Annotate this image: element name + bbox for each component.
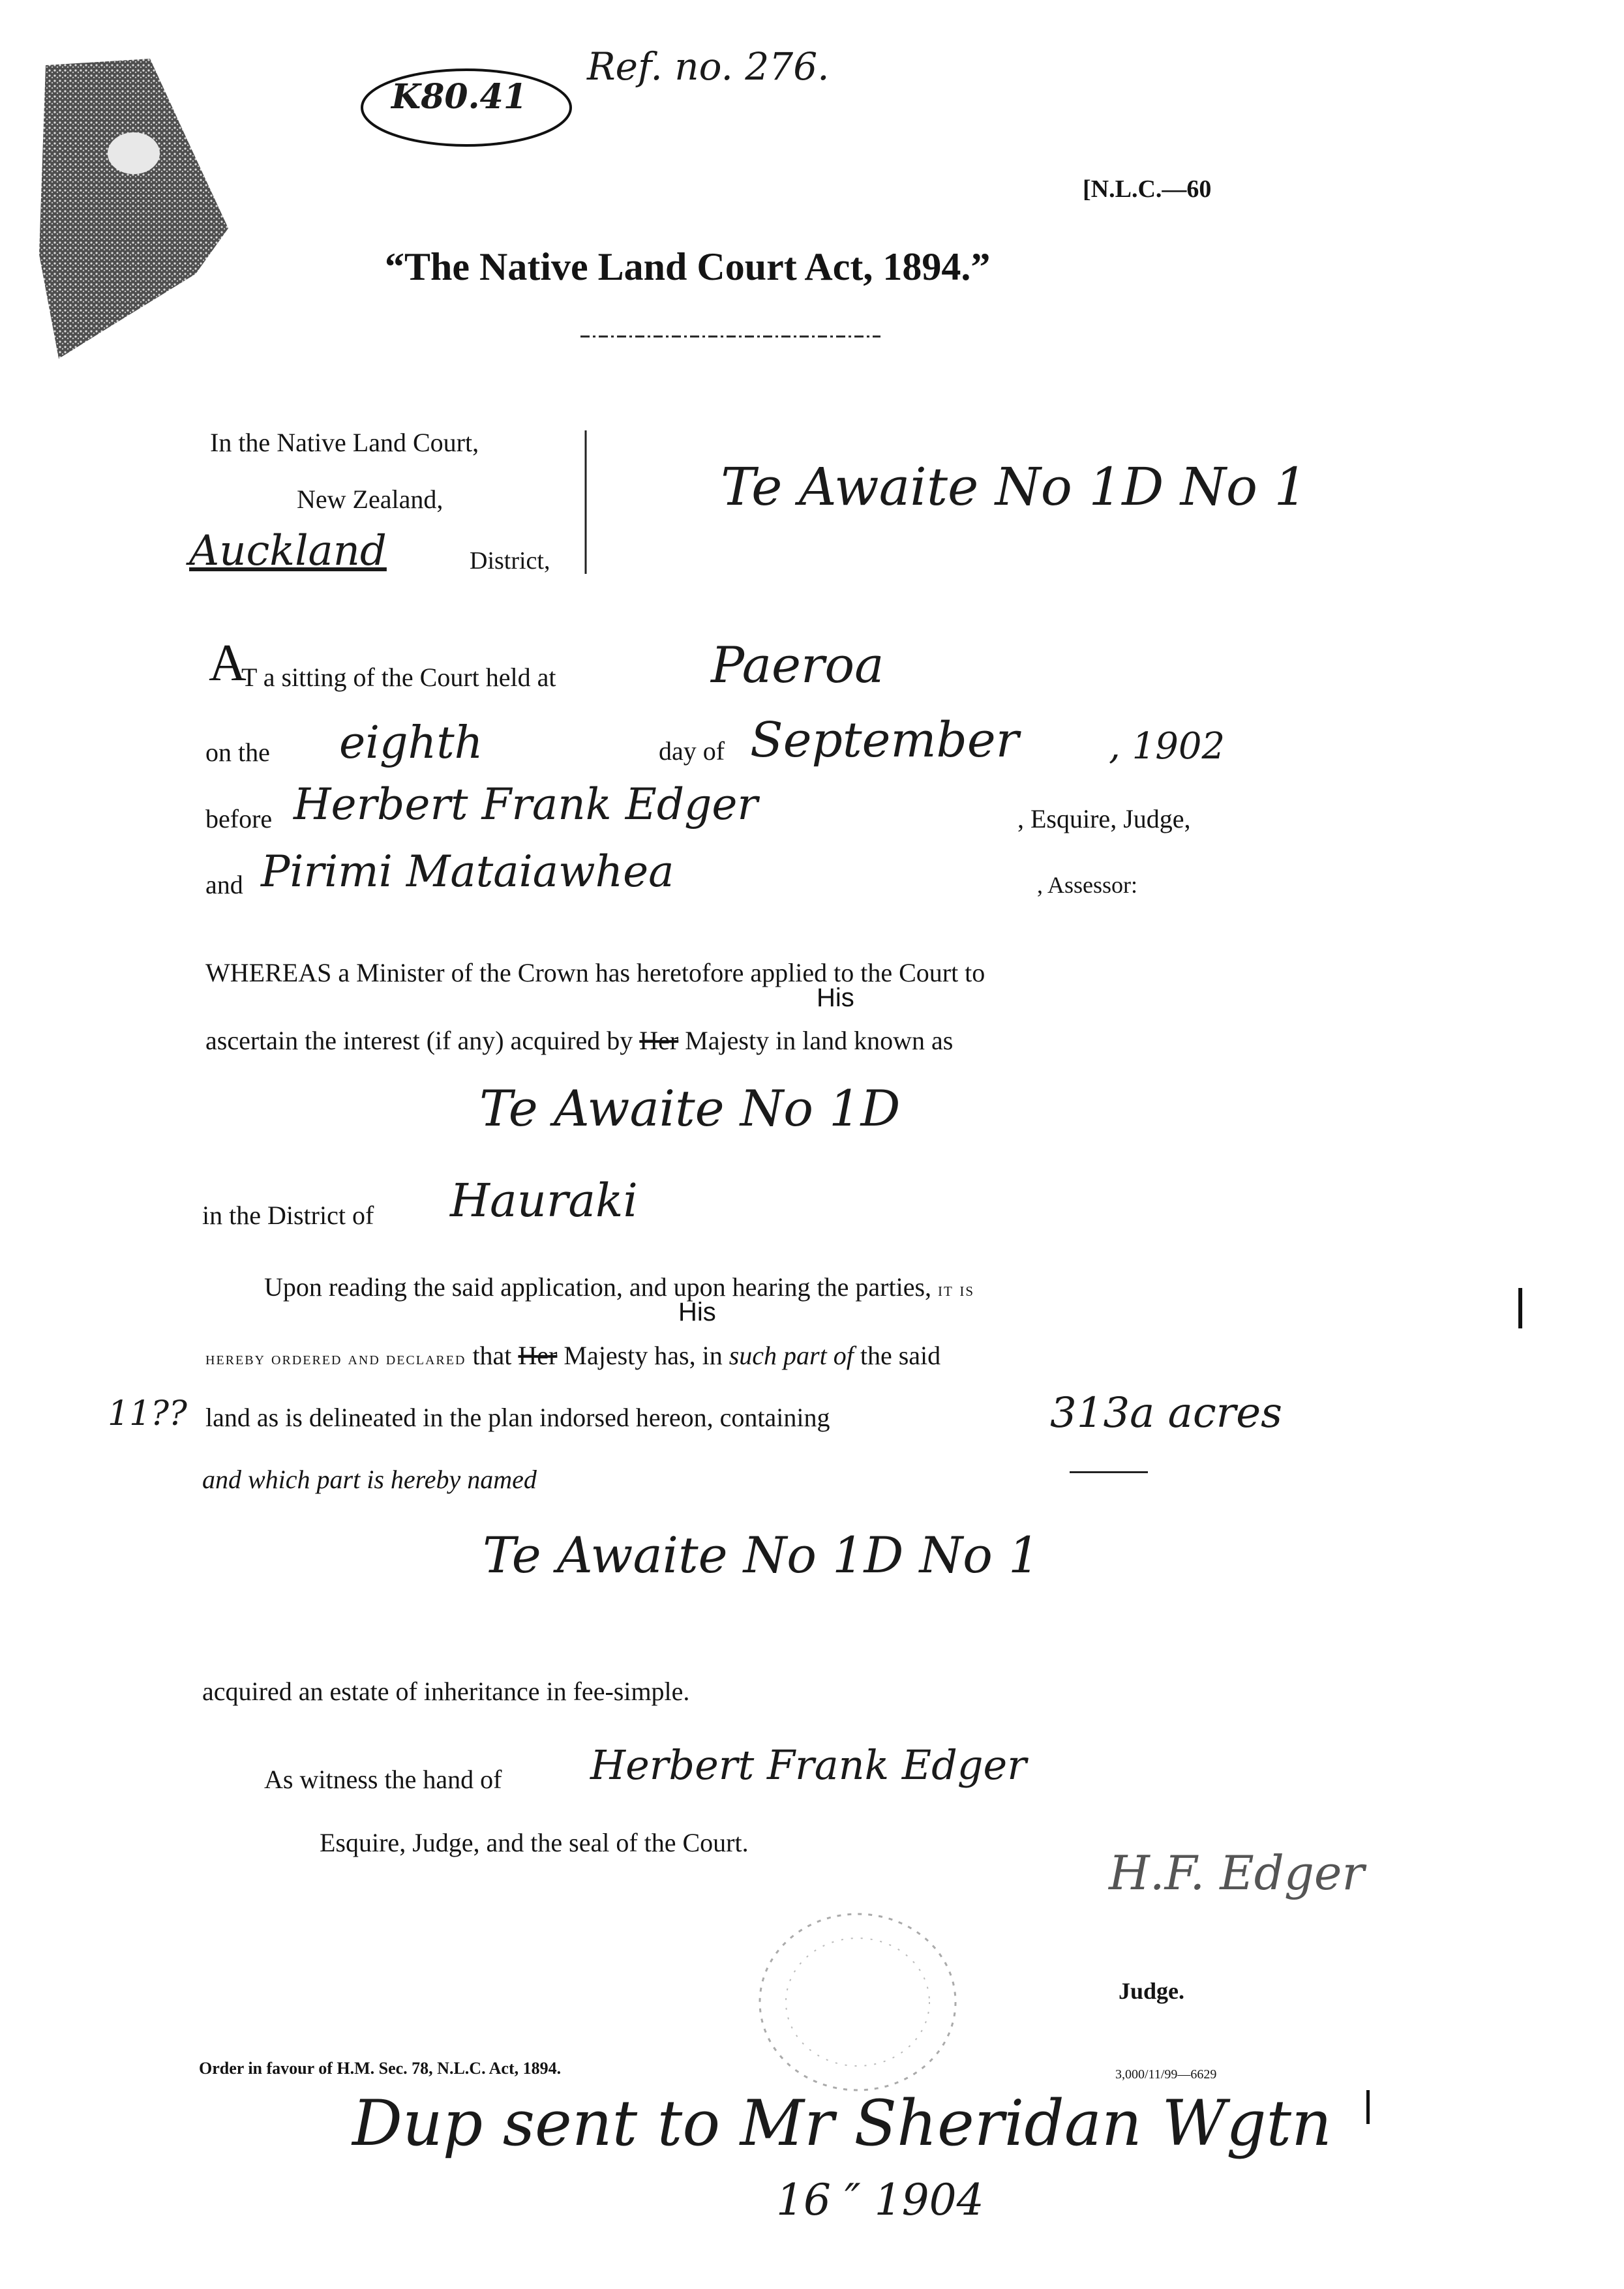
footer-note: Order in favour of H.M. Sec. 78, N.L.C. Act, 1894. (199, 2059, 562, 2078)
day-of-label: day of (659, 736, 725, 766)
order-line-3: land as is delineated in the plan indorsed hereon, containing (205, 1403, 830, 1432)
order-such-part: such part of (729, 1341, 854, 1370)
district-name: Hauraki (450, 1174, 638, 1227)
block-name: Te Awaite No 1D No 1 (721, 456, 1308, 517)
order-that: that (472, 1341, 512, 1370)
and-label: and (205, 870, 243, 899)
handwritten-ref: Ref. no. 276. (587, 44, 830, 89)
order-it-is: it is (938, 1279, 975, 1300)
form-code: [N.L.C.—60 (1083, 175, 1212, 203)
assessor-label: , Assessor: (1037, 872, 1138, 898)
right-margin-mark (1518, 1288, 1522, 1328)
order-the-said: the said (860, 1341, 941, 1370)
sitting-text: T a sitting of the Court held at (241, 663, 556, 692)
acres-value: 313a acres (1050, 1389, 1282, 1437)
judge-name: Herbert Frank Edger (293, 779, 758, 830)
whereas-line-2-b: Majesty in land known as (685, 1026, 954, 1055)
order-line-4: and which part is hereby named (202, 1465, 537, 1494)
footer-code: 3,000/11/99—6629 (1115, 2067, 1217, 2082)
land-name: Te Awaite No 1D (479, 1079, 901, 1137)
handwritten-note: Dup sent to Mr Sheridan Wgtn (352, 2087, 1332, 2160)
order-hereby: hereby ordered and declared (205, 1349, 466, 1369)
part-name: Te Awaite No 1D No 1 (483, 1526, 1040, 1584)
order-inserted-word: His (678, 1298, 716, 1326)
witness-line-1: As witness the hand of (264, 1765, 502, 1794)
court-line-2: New Zealand, (297, 485, 444, 514)
year-value: , 1902 (1109, 725, 1226, 768)
sitting-place: Paeroa (711, 636, 884, 694)
right-margin-tick (1366, 2090, 1370, 2124)
title-rule (574, 333, 887, 340)
handwritten-date: 16 ″ 1904 (776, 2175, 984, 2225)
on-the-label: on the (205, 738, 270, 767)
margin-note: 11?? (108, 1394, 187, 1433)
order-line-2-b: Majesty has, in (564, 1341, 723, 1370)
witness-line-2: Esquire, Judge, and the seal of the Court. (320, 1828, 749, 1857)
judge-signature: H.F. Edger (1109, 1846, 1364, 1900)
before-label: before (205, 804, 273, 833)
whereas-inserted-word: His (817, 983, 854, 1012)
order-line-2 (205, 1340, 940, 1371)
judge-label: Judge. (1119, 1978, 1185, 2004)
order-line-1 (264, 1272, 974, 1302)
witness-judge-name: Herbert Frank Edger (590, 1741, 1027, 1789)
esquire-judge-label: , Esquire, Judge, (1017, 804, 1191, 833)
stain-mark (33, 59, 241, 365)
whereas-line-2-a: ascertain the interest (if any) acquired by (205, 1026, 633, 1055)
day-value: eighth (339, 717, 483, 769)
district-value: Auckland (189, 527, 387, 575)
acres-underline (1070, 1471, 1148, 1473)
court-bracket (579, 427, 592, 577)
order-struck-word: Her (518, 1341, 558, 1370)
district-prefix: in the District of (202, 1201, 374, 1230)
assessor-name: Pirimi Mataiawhea (261, 846, 674, 897)
page-title: “The Native Land Court Act, 1894.” (385, 245, 991, 288)
month-value: September (750, 712, 1019, 768)
whereas-line-2 (205, 1025, 953, 1056)
court-line-1: In the Native Land Court, (210, 428, 479, 457)
whereas-struck-word: Her (639, 1026, 679, 1055)
court-seal (750, 1904, 965, 2100)
whereas-line-1: WHEREAS a Minister of the Crown has heretofore applied to the Court to (205, 958, 985, 987)
order-line-1-text: Upon reading the said application, and upon hearing the parties, (264, 1272, 932, 1302)
district-label: District, (470, 547, 550, 575)
order-line-5: acquired an estate of inheritance in fee-simple. (202, 1677, 690, 1706)
lead-letter: A (209, 635, 247, 692)
stamp-ref: K80.41 (391, 77, 528, 117)
